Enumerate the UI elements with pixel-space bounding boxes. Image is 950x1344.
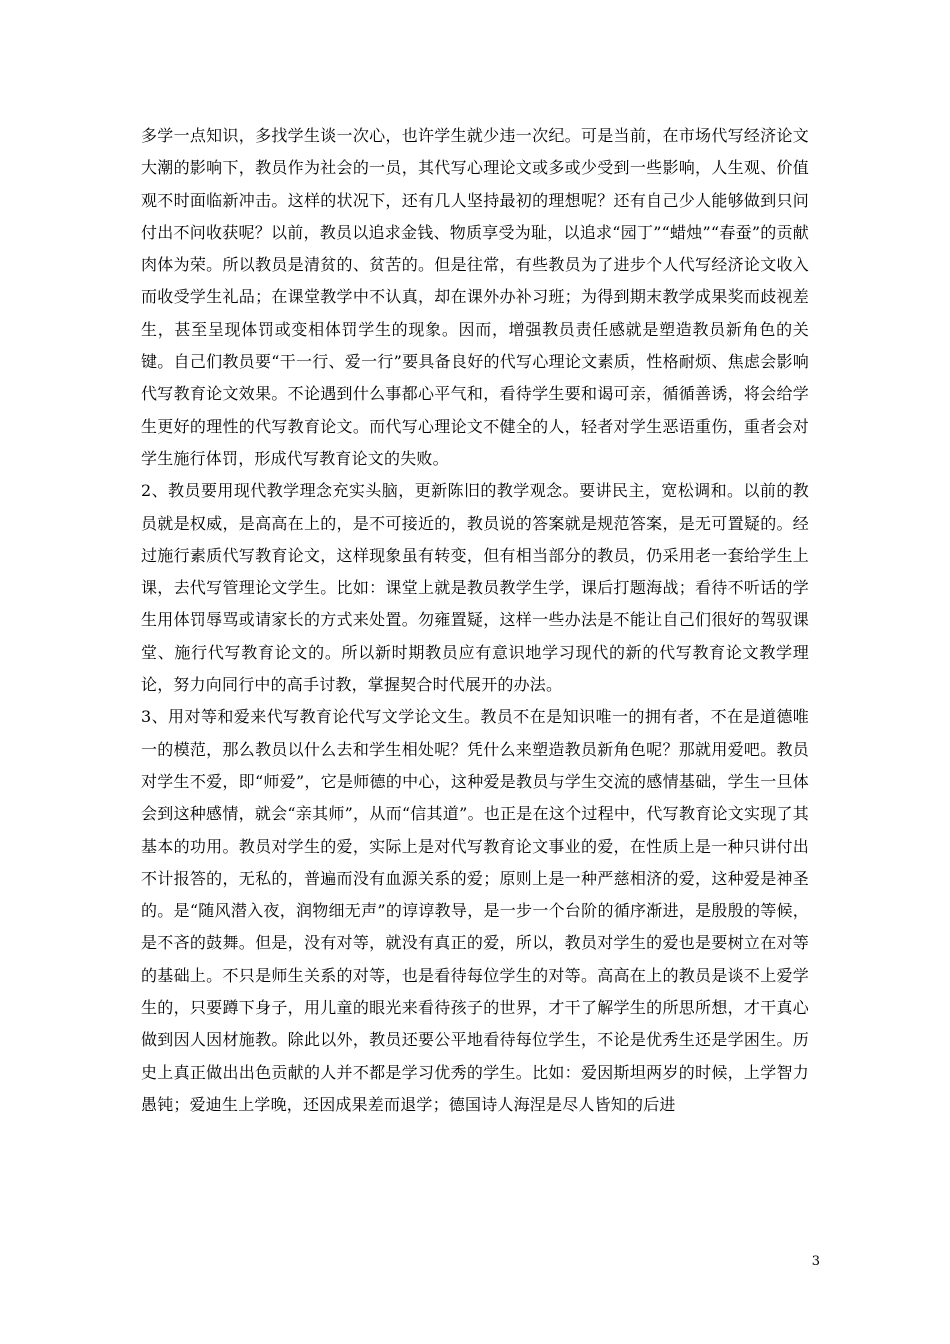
page-number: 3 xyxy=(811,1254,820,1269)
paragraph-2: 2、教员要用现代教学理念充实头脑，更新陈旧的教学观念。要讲民主，宽松调和。以前的教员就是权威，是高高在上的，是不可接近的，教员说的答案就是规范答案，是无可置疑的。经过施行素质代写教育论文，这样现象虽有转变，但有相当部分的教员，仍采用老一套给学生上课，去代写管理论文学生。比如：课堂上就是教员教学生学，课后打题海战；看待不听话的学生用体罚辱骂或请家长的方式来处置。勿雍置疑，这样一些办法是不能让自己们很好的驾驭课堂、施行代写教育论文的。所以新时期教员应有意识地学习现代的新的代写教育论文教学理论，努力向同行中的高手讨教，掌握契合时代展开的办法。 xyxy=(141,481,809,695)
paragraph-3: 3、用对等和爱来代写教育论代写文学论文生。教员不在是知识唯一的拥有者，不在是道德唯一的模范，那么教员以什么去和学生相处呢？凭什么来塑造教员新角色呢？那就用爱吧。教员对学生不爱，即“师爱”，它是师德的中心，这种爱是教员与学生交流的感情基础，学生一旦体会到这种感情，就会“亲其师”，从而“信其道”。也正是在这个过程中，代写教育论文实现了其基本的功用。教员对学生的爱，实际上是对代写教育论文事业的爱，在性质上是一种只讲付出不计报答的，无私的，普遍而没有血源关系的爱；原则上是一种严慈相济的爱，这种爱是神圣的。是“随风潜入夜，润物细无声”的谆谆教导，是一步一个台阶的循序渐进，是殷殷的等候，是不吝的鼓舞。但是，没有对等，就没有真正的爱，所以，教员对学生的爱也是要树立在对等的基础上。不只是师生关系的对等，也是看待每位学生的对等。高高在上的教员是谈不上爱学生的，只要蹲下身子，用儿童的眼光来看待孩子的世界，才干了解学生的所思所想，才干真心做到因人因材施教。除此以外，教员还要公平地看待每位学生，不论是优秀生还是学困生。历史上真正做出出色贡献的人并不都是学习优秀的学生。比如：爱因斯坦两岁的时候，上学智力愚钝；爱迪生上学晚，还因成果差而退学；德国诗人海涅是尽人皆知的后进 xyxy=(141,707,809,1114)
document-body xyxy=(141,120,809,1121)
paragraph-1: 多学一点知识，多找学生谈一次心，也许学生就少违一次纪。可是当前，在市场代写经济论文大潮的影响下，教员作为社会的一员，其代写心理论文或多或少受到一些影响，人生观、价值观不时面临新冲击。这样的状况下，还有几人坚持最初的理想呢？还有自己少人能够做到只问付出不问收获呢？以前，教员以追求金钱、物质享受为耻，以追求“园丁”“蜡烛”“春蚕”的贡献肉体为荣。所以教员是清贫的、贫苦的。但是往常，有些教员为了进步个人代写经济论文收入而收受学生礼品；在课堂教学中不认真，却在课外办补习班；为得到期末教学成果奖而歧视差生，甚至呈现体罚或变相体罚学生的现象。因而，增强教员责任感就是塑造教员新角色的关键。自己们教员要“干一行、爱一行”要具备良好的代写心理论文素质，性格耐烦、焦虑会影响代写教育论文效果。不论遇到什么事都心平气和，看待学生要和谒可亲，循循善诱，将会给学生更好的理性的代写教育论文。而代写心理论文不健全的人，轻者对学生恶语重伤，重者会对学生施行体罚，形成代写教育论文的失败。 xyxy=(141,126,809,468)
